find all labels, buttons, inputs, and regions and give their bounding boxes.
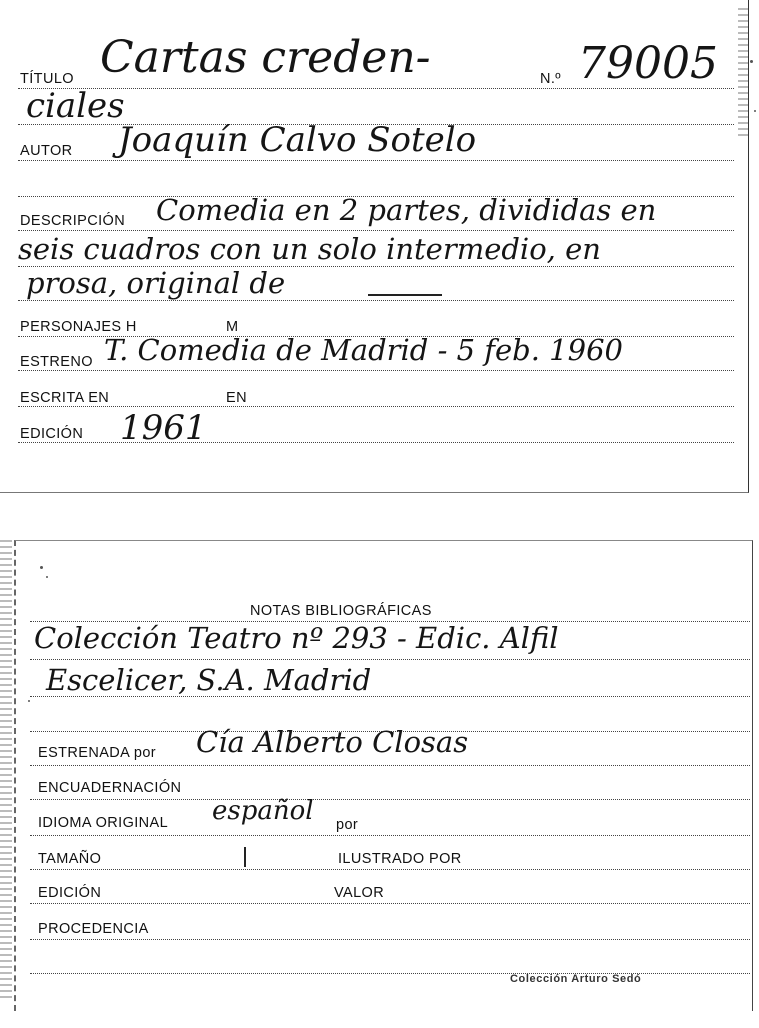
rule xyxy=(30,835,750,836)
rule xyxy=(30,903,750,904)
catalog-card-top xyxy=(0,0,749,493)
rule xyxy=(18,160,734,161)
rule xyxy=(18,370,734,371)
speck xyxy=(754,110,756,112)
handwritten-edition-year: 1961 xyxy=(120,408,207,448)
handwritten-original-language: español xyxy=(212,796,314,826)
label-edicion-bottom: EDICIÓN xyxy=(38,885,102,901)
label-ilustrado-por: ILUSTRADO POR xyxy=(338,851,462,867)
speck xyxy=(750,60,753,63)
label-procedencia: PROCEDENCIA xyxy=(38,921,149,937)
label-estreno: ESTRENO xyxy=(20,354,93,370)
label-escrita-en-2: EN xyxy=(226,390,247,406)
label-descripcion: DESCRIPCIÓN xyxy=(20,213,126,229)
label-autor: AUTOR xyxy=(20,143,73,159)
handwritten-premiered-by: Cía Alberto Closas xyxy=(196,725,469,759)
rule xyxy=(18,300,734,301)
label-valor: VALOR xyxy=(334,885,385,901)
handwritten-tick xyxy=(244,847,246,867)
speck xyxy=(40,566,43,569)
paper-edge xyxy=(738,8,748,138)
handwritten-dash xyxy=(368,294,442,296)
speck xyxy=(28,700,30,702)
label-estrenada-por: ESTRENADA por xyxy=(38,745,157,761)
rule xyxy=(30,939,750,940)
rule xyxy=(30,973,750,974)
handwritten-premiere: T. Comedia de Madrid - 5 feb. 1960 xyxy=(104,333,623,367)
label-tamano: TAMAÑO xyxy=(38,851,102,867)
rule xyxy=(30,869,750,870)
rule xyxy=(18,230,734,231)
label-encuadernacion: ENCUADERNACIÓN xyxy=(38,780,182,796)
handwritten-description-line2: seis cuadros con un solo intermedio, en xyxy=(18,232,601,266)
collection-stamp: Colección Arturo Sedó xyxy=(510,973,642,985)
handwritten-description-line3: prosa, original de xyxy=(26,266,286,300)
rule xyxy=(30,765,750,766)
label-escrita-en: ESCRITA EN xyxy=(20,390,110,406)
label-numero: N.º xyxy=(540,71,561,87)
label-notas-bibliograficas: NOTAS BIBLIOGRÁFICAS xyxy=(250,603,432,619)
rule xyxy=(30,659,750,660)
rule xyxy=(30,799,750,800)
handwritten-title-line2: ciales xyxy=(26,86,125,126)
handwritten-author: Joaquín Calvo Sotelo xyxy=(118,120,477,160)
label-edicion: EDICIÓN xyxy=(20,426,84,442)
handwritten-title-line1: Cartas creden- xyxy=(100,32,431,83)
label-titulo: TÍTULO xyxy=(20,71,74,87)
handwritten-catalog-number: 79005 xyxy=(578,38,718,89)
label-personajes-m: M xyxy=(226,319,239,335)
rule xyxy=(18,406,734,407)
label-idioma-original: IDIOMA ORIGINAL xyxy=(38,815,169,831)
handwritten-notes-line2: Escelicer, S.A. Madrid xyxy=(46,663,372,697)
catalog-card-bottom xyxy=(14,540,753,1011)
handwritten-description-line1: Comedia en 2 partes, divididas en xyxy=(156,193,657,227)
label-idioma-por: por xyxy=(336,817,359,833)
speck xyxy=(46,576,48,578)
handwritten-notes-line1: Colección Teatro nº 293 - Edic. Alfil xyxy=(34,621,559,655)
paper-edge xyxy=(0,540,12,1000)
label-personajes-h: PERSONAJES H xyxy=(20,319,137,335)
